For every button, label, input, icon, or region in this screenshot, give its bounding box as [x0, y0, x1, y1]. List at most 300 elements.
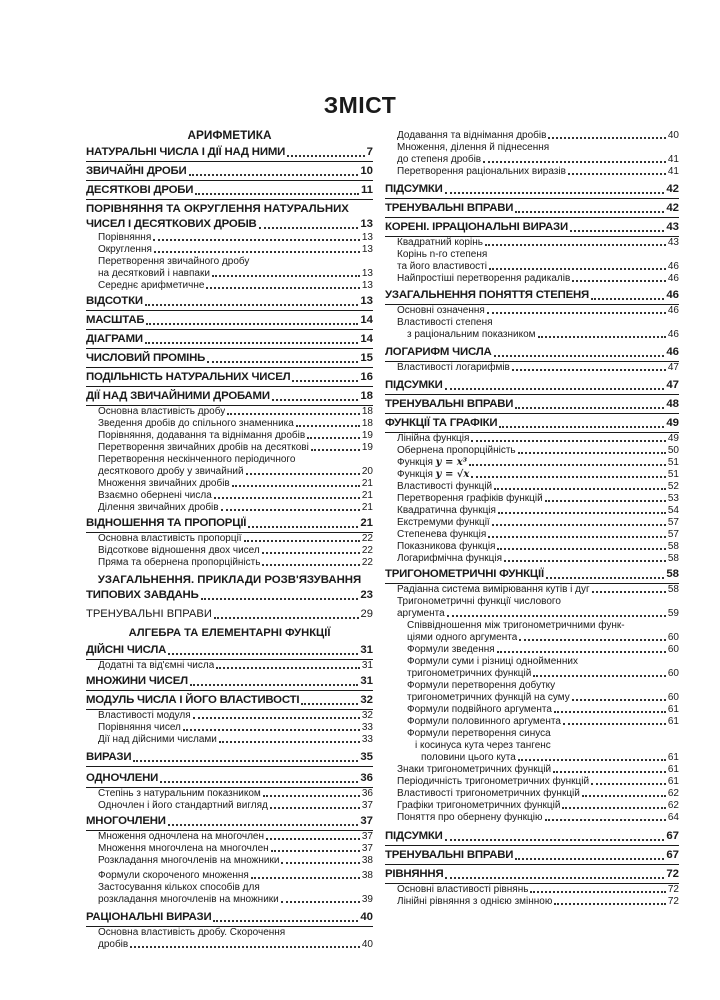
leader-dots	[251, 877, 360, 879]
leader-dots	[504, 560, 666, 562]
entry-title: Квадратний корінь	[397, 237, 483, 248]
leader-dots	[227, 413, 360, 415]
toc-subentry[interactable]	[86, 870, 373, 882]
formula-cube: y = x³	[435, 457, 468, 468]
page-number: 16	[360, 371, 373, 383]
page-number: 22	[361, 533, 373, 544]
page-number: 31	[360, 675, 373, 687]
entry-title: Додатні та від'ємні числа	[98, 660, 215, 671]
page-number: 20	[361, 466, 373, 477]
toc-subentry[interactable]	[385, 505, 679, 517]
page-number: 21	[361, 490, 373, 501]
page-number: 21	[360, 517, 373, 529]
toc-subentry[interactable]	[385, 608, 679, 620]
leader-dots	[533, 675, 666, 677]
leader-dots	[214, 617, 359, 619]
page-number: 58	[666, 568, 679, 580]
toc-subentry[interactable]	[86, 490, 373, 502]
entry-title: МНОЖИНИ ЧИСЕЛ	[86, 675, 188, 687]
leader-dots	[515, 858, 664, 860]
toc-subentry[interactable]	[385, 517, 679, 529]
page-number: 61	[667, 752, 679, 763]
entry-title: Додавання та віднімання дробів	[397, 130, 547, 141]
toc-entry[interactable]	[86, 369, 373, 387]
page-number: 13	[360, 218, 373, 230]
toc-entry[interactable]	[86, 312, 373, 330]
toc-entry[interactable]	[385, 415, 679, 433]
entry-title: Квадратична функція	[397, 505, 496, 516]
page-number: 21	[361, 502, 373, 513]
page-number: 10	[360, 165, 373, 177]
toc-entry[interactable]	[385, 219, 679, 237]
leader-dots	[221, 509, 360, 511]
toc-subentry[interactable]	[385, 764, 679, 776]
page-number: 58	[667, 541, 679, 552]
toc-subentry[interactable]	[86, 843, 373, 855]
toc-subentry[interactable]	[385, 481, 679, 493]
entry-title: ДЕСЯТКОВІ ДРОБИ	[86, 184, 194, 196]
entry-title: тригонометричних функцій	[407, 668, 532, 679]
leader-dots	[546, 577, 664, 579]
entry-title: Графіки тригонометричних функцій	[397, 800, 561, 811]
leader-dots	[259, 227, 359, 229]
page-number: 49	[667, 433, 679, 444]
page-number: 32	[360, 694, 373, 706]
toc-subentry[interactable]	[385, 584, 679, 596]
toc-subentry[interactable]	[385, 716, 679, 728]
toc-entry[interactable]	[86, 144, 373, 162]
leader-dots	[195, 193, 359, 195]
entry-title: на десятковий і навпаки	[98, 268, 210, 279]
page-number: 18	[360, 390, 373, 402]
toc-subentry[interactable]	[86, 478, 373, 490]
page-number: 38	[361, 855, 373, 866]
leader-dots	[193, 717, 360, 719]
toc-subentry[interactable]	[385, 362, 679, 374]
page-number: 61	[667, 764, 679, 775]
toc-entry-line	[86, 588, 373, 603]
toc-entry[interactable]	[86, 350, 373, 368]
entry-title: Середнє арифметичне	[98, 280, 205, 291]
entry-title: Округлення	[98, 244, 152, 255]
leader-dots	[489, 268, 666, 270]
page-number: 32	[361, 710, 373, 721]
leader-dots	[214, 497, 360, 499]
toc-subentry[interactable]	[86, 800, 373, 812]
entry-title: до степеня дробів	[397, 154, 482, 165]
page-number: 48	[666, 398, 679, 410]
toc-subentry[interactable]	[86, 268, 373, 280]
page-number: 40	[360, 911, 373, 923]
entry-title: Формули подвійного аргумента	[407, 704, 552, 715]
page-number: 21	[361, 478, 373, 489]
page-number: 42	[666, 183, 679, 195]
page-number: 18	[361, 418, 373, 429]
entry-title: Поняття про обернену функцію	[397, 812, 543, 823]
entry-title: Обернена пропорційність	[397, 445, 516, 456]
toc-subentry[interactable]	[385, 433, 679, 445]
entry-title: Відсоткове відношення двох чисел	[98, 545, 260, 556]
entry-title: ТРЕНУВАЛЬНІ ВПРАВИ	[385, 849, 514, 861]
leader-dots	[445, 192, 665, 194]
entry-title-line: Перетворення нескінченного періодичного	[98, 454, 296, 465]
leader-dots	[183, 729, 360, 731]
toc-entry[interactable]	[86, 770, 373, 788]
page-number: 33	[361, 734, 373, 745]
leader-dots	[311, 449, 360, 451]
toc-subentry[interactable]	[86, 660, 373, 672]
toc-subentry[interactable]	[385, 632, 679, 644]
leader-dots	[307, 437, 360, 439]
leader-dots	[519, 639, 666, 641]
entry-title: та його властивості	[397, 261, 487, 272]
leader-dots	[244, 540, 360, 542]
entry-title-line: Формули перетворення синуса	[407, 728, 551, 739]
entry-title: ТРЕНУВАЛЬНІ ВПРАВИ	[385, 202, 514, 214]
toc-subentry[interactable]	[385, 896, 679, 908]
leader-dots	[469, 464, 666, 466]
entry-title: з раціональним показником	[407, 329, 536, 340]
leader-dots	[145, 342, 358, 344]
entry-title: ТИПОВИХ ЗАВДАНЬ	[86, 589, 199, 601]
entry-title: Перетворення звичайних дробів на десяткові	[98, 442, 309, 453]
leader-dots	[498, 512, 666, 514]
page-number: 19	[361, 442, 373, 453]
toc-subentry[interactable]	[86, 855, 373, 867]
page-number: 41	[667, 166, 679, 177]
entry-title: Множення одночлена на многочлен	[98, 831, 265, 842]
toc-subentry[interactable]	[385, 529, 679, 541]
leader-dots	[246, 473, 360, 475]
toc-subentry[interactable]	[385, 130, 679, 142]
entry-title-line: Формули суми і різниці однойменних	[407, 656, 578, 667]
page-number: 49	[666, 417, 679, 429]
toc-subentry[interactable]	[86, 545, 373, 557]
toc-entry[interactable]	[86, 515, 373, 533]
leader-dots	[447, 615, 666, 617]
leader-dots	[572, 699, 666, 701]
page-number: 13	[361, 232, 373, 243]
page-number: 46	[667, 273, 679, 284]
toc-entry[interactable]	[385, 866, 679, 884]
toc-subentry[interactable]	[86, 788, 373, 800]
toc-entry[interactable]	[86, 673, 373, 691]
toc-subentry[interactable]	[86, 502, 373, 514]
entry-title: Порівняння	[98, 232, 152, 243]
toc-entry[interactable]	[385, 287, 679, 305]
page-number: 47	[667, 362, 679, 373]
page-number: 13	[361, 268, 373, 279]
page-number: 35	[360, 751, 373, 763]
toc-entry[interactable]	[86, 749, 373, 767]
entry-title: КОРЕНІ. ІРРАЦІОНАЛЬНІ ВИРАЗИ	[385, 221, 568, 233]
entry-title-line: Формули перетворення добутку	[407, 680, 556, 691]
entry-title-line: Корінь n-го степеня	[397, 249, 488, 260]
entry-title: Формули скороченого множення	[98, 870, 249, 881]
page-number: 38	[361, 870, 373, 881]
toc-subentry[interactable]	[385, 704, 679, 716]
entry-title: аргумента	[397, 608, 445, 619]
toc-subentry[interactable]	[86, 734, 373, 746]
leader-dots	[272, 399, 358, 401]
toc-subentry[interactable]	[86, 280, 373, 292]
entry-title: ФУНКЦІЇ ТА ГРАФІКИ	[385, 417, 498, 429]
toc-entry[interactable]	[86, 607, 373, 622]
page-number: 13	[361, 244, 373, 255]
page-number: 72	[667, 884, 679, 895]
leader-dots	[168, 653, 358, 655]
page-number: 62	[667, 800, 679, 811]
toc-entry[interactable]	[86, 331, 373, 349]
page-number: 59	[667, 608, 679, 619]
entry-title: Зведення дробів до спільного знаменника	[98, 418, 294, 429]
entry-title: половини цього кута	[421, 752, 516, 763]
page-number: 46	[667, 329, 679, 340]
toc-subentry[interactable]	[385, 553, 679, 565]
toc-subentry[interactable]	[86, 831, 373, 843]
entry-title: ціями одного аргумента	[407, 632, 518, 643]
entry-title: Основна властивість пропорції	[98, 533, 242, 544]
leader-dots	[483, 161, 666, 163]
toc-subentry[interactable]	[385, 644, 679, 656]
toc-entry-continued[interactable]	[86, 572, 373, 603]
toc-subentry[interactable]	[385, 812, 679, 824]
toc-entry[interactable]	[385, 828, 679, 846]
toc-subentry[interactable]	[86, 430, 373, 442]
entry-title: Радіанна система вимірювання кутів і дуг	[397, 584, 590, 595]
toc-subentry[interactable]	[385, 692, 679, 704]
toc-entry[interactable]	[385, 396, 679, 414]
page-number: 36	[361, 788, 373, 799]
toc-subentry[interactable]	[385, 154, 679, 166]
entry-title-line: Співвідношення між тригонометричними функ-	[407, 620, 625, 631]
entry-title: УЗАГАЛЬНЕННЯ ПОНЯТТЯ СТЕПЕНЯ	[385, 289, 590, 301]
toc-entry-continued[interactable]	[86, 201, 373, 232]
page-number: 58	[667, 553, 679, 564]
entry-title: ВІДСОТКИ	[86, 295, 143, 307]
entry-title: ТРЕНУВАЛЬНІ ВПРАВИ	[385, 398, 514, 410]
page-number: 60	[667, 668, 679, 679]
page-number: 60	[667, 692, 679, 703]
toc-subentry[interactable]	[86, 466, 373, 478]
toc-subentry[interactable]	[385, 884, 679, 896]
leader-dots	[445, 877, 664, 879]
entry-title: Властивості логарифмів	[397, 362, 510, 373]
page-number: 57	[667, 517, 679, 528]
toc-subentry[interactable]	[385, 541, 679, 553]
leader-dots	[145, 304, 359, 306]
toc-entry[interactable]	[385, 566, 679, 584]
entry-title: ПІДСУМКИ	[385, 379, 443, 391]
leader-dots	[554, 903, 666, 905]
leader-dots	[487, 312, 666, 314]
page-number: 61	[667, 716, 679, 727]
page-number: 72	[666, 868, 679, 880]
page-number: 61	[667, 776, 679, 787]
page-number: 67	[666, 830, 679, 842]
entry-title: Дії над дійсними числами	[98, 734, 217, 745]
leader-dots	[492, 524, 666, 526]
entry-title: дробів	[98, 939, 129, 950]
toc-subentry[interactable]	[86, 557, 373, 569]
leader-dots	[485, 244, 666, 246]
page-number: 67	[666, 849, 679, 861]
toc-subentry[interactable]	[86, 894, 373, 906]
toc-subentry[interactable]	[385, 166, 679, 178]
toc-subentry[interactable]	[86, 232, 373, 244]
page-number: 37	[360, 815, 373, 827]
page-title: ЗМІСТ	[323, 92, 397, 118]
toc-subentry[interactable]	[385, 493, 679, 505]
leader-dots	[499, 426, 664, 428]
entry-title-line: Застосування кількох способів для	[98, 882, 260, 893]
entry-title: МОДУЛЬ ЧИСЛА І ЙОГО ВЛАСТИВОСТІ	[86, 694, 300, 706]
entry-title-line: Властивості степеня	[397, 317, 493, 328]
toc-subentry[interactable]	[385, 237, 679, 249]
page-number: 46	[667, 261, 679, 272]
toc-entry[interactable]	[385, 847, 679, 865]
page-number: 51	[667, 457, 679, 468]
toc-subentry[interactable]	[86, 442, 373, 454]
toc-entry[interactable]	[86, 909, 373, 927]
toc-entry[interactable]	[86, 388, 373, 406]
entry-title: Взаємно обернені числа	[98, 490, 212, 501]
leader-dots	[471, 440, 666, 442]
entry-title: Основна властивість дробу	[98, 406, 226, 417]
page-number: 41	[667, 154, 679, 165]
toc-subentry[interactable]	[385, 457, 679, 469]
page-number: 72	[667, 896, 679, 907]
entry-title: Властивості модуля	[98, 710, 191, 721]
page-number: 22	[361, 557, 373, 568]
entry-title: МАСШТАБ	[86, 314, 145, 326]
leader-dots	[582, 795, 666, 797]
entry-title: ЗВИЧАЙНІ ДРОБИ	[86, 165, 187, 177]
entry-title: ДІЙСНІ ЧИСЛА	[86, 644, 167, 656]
section-heading-arithmetic: АРИФМЕТИКА	[187, 128, 272, 142]
toc-subentry[interactable]	[385, 329, 679, 341]
leader-dots	[248, 526, 358, 528]
toc-subentry[interactable]	[86, 710, 373, 722]
toc-subentry[interactable]	[385, 273, 679, 285]
leader-dots	[471, 476, 666, 478]
leader-dots	[592, 591, 666, 593]
toc-subentry[interactable]	[86, 533, 373, 545]
toc-entry[interactable]	[86, 692, 373, 710]
entry-title: Основні властивості рівнянь	[397, 884, 529, 895]
toc-entry[interactable]	[385, 200, 679, 218]
leader-dots	[562, 807, 665, 809]
page-number: 23	[360, 589, 373, 601]
entry-title: Розкладання многочленів на множники	[98, 855, 280, 866]
toc-subentry[interactable]	[385, 800, 679, 812]
entry-title: Порівняння, додавання та віднімання дробів	[98, 430, 306, 441]
entry-title: десяткового дробу у звичайний	[98, 466, 244, 477]
entry-title: ПОДІЛЬНІСТЬ НАТУРАЛЬНИХ ЧИСЕЛ	[86, 371, 291, 383]
page-number: 60	[667, 644, 679, 655]
leader-dots	[212, 275, 360, 277]
page-number: 42	[666, 202, 679, 214]
entry-title: Лінійна функція	[397, 433, 470, 444]
toc-subentry[interactable]	[385, 445, 679, 457]
leader-dots	[190, 684, 358, 686]
toc-subentry[interactable]	[86, 244, 373, 256]
toc-subentry[interactable]	[385, 776, 679, 788]
section-heading-algebra: АЛГЕБРА ТА ЕЛЕМЕНТАРНІ ФУНКЦІЇ	[128, 627, 331, 639]
entry-title: ПІДСУМКИ	[385, 830, 443, 842]
toc-entry[interactable]	[385, 344, 679, 362]
leader-dots	[545, 819, 666, 821]
entry-title: Логарифмічна функція	[397, 553, 503, 564]
entry-title: тригонометричних функцій на суму	[407, 692, 570, 703]
leader-dots	[146, 323, 358, 325]
toc-subentry[interactable]	[385, 305, 679, 317]
leader-dots	[512, 369, 666, 371]
toc-entry[interactable]	[385, 181, 679, 199]
leader-dots	[497, 651, 666, 653]
toc-subentry[interactable]	[385, 752, 679, 764]
leader-dots	[153, 239, 360, 241]
page-number: 19	[361, 430, 373, 441]
page-number: 36	[360, 772, 373, 784]
entry-title-line: Тригонометричні функції числового	[397, 596, 561, 607]
entry-title: НАТУРАЛЬНІ ЧИСЛА І ДІЇ НАД НИМИ	[86, 146, 286, 158]
entry-title: ЛОГАРИФМ ЧИСЛА	[385, 346, 492, 358]
toc-subentry[interactable]	[385, 788, 679, 800]
page-number: 43	[666, 221, 679, 233]
page-number: 51	[667, 469, 679, 480]
toc-entry[interactable]	[86, 813, 373, 831]
page-number: 29	[360, 608, 373, 620]
entry-title: ВИРАЗИ	[86, 751, 132, 763]
toc-subentry[interactable]	[385, 668, 679, 680]
toc-subentry[interactable]	[86, 939, 373, 951]
page-number: 46	[667, 305, 679, 316]
page-number: 58	[667, 584, 679, 595]
entry-title: ОДНОЧЛЕНИ	[86, 772, 159, 784]
toc-subentry[interactable]	[385, 469, 679, 481]
leader-dots	[296, 425, 360, 427]
page-number: 40	[361, 939, 373, 950]
leader-dots	[206, 287, 359, 289]
page-number: 43	[667, 237, 679, 248]
toc-entry[interactable]	[385, 377, 679, 395]
page-number: 37	[361, 800, 373, 811]
page-number: 47	[666, 379, 679, 391]
leader-dots	[545, 500, 666, 502]
page-number: 37	[361, 831, 373, 842]
leader-dots	[154, 251, 360, 253]
page-number: 53	[667, 493, 679, 504]
entry-title: МНОГОЧЛЕНИ	[86, 815, 166, 827]
toc-subentry[interactable]	[86, 406, 373, 418]
leader-dots	[554, 711, 666, 713]
entry-title: ДІАГРАМИ	[86, 333, 143, 345]
toc-subentry[interactable]	[86, 418, 373, 430]
leader-dots	[263, 795, 360, 797]
leader-dots	[133, 760, 358, 762]
toc-entry[interactable]	[86, 642, 373, 660]
toc-entry[interactable]	[86, 163, 373, 181]
toc-entry[interactable]	[86, 182, 373, 200]
toc-subentry[interactable]	[385, 261, 679, 273]
entry-title-line: Множення, ділення й піднесення	[397, 142, 550, 153]
leader-dots	[530, 891, 665, 893]
leader-dots	[262, 564, 359, 566]
toc-entry[interactable]	[86, 293, 373, 311]
page-number: 18	[361, 406, 373, 417]
toc-subentry[interactable]	[86, 722, 373, 734]
